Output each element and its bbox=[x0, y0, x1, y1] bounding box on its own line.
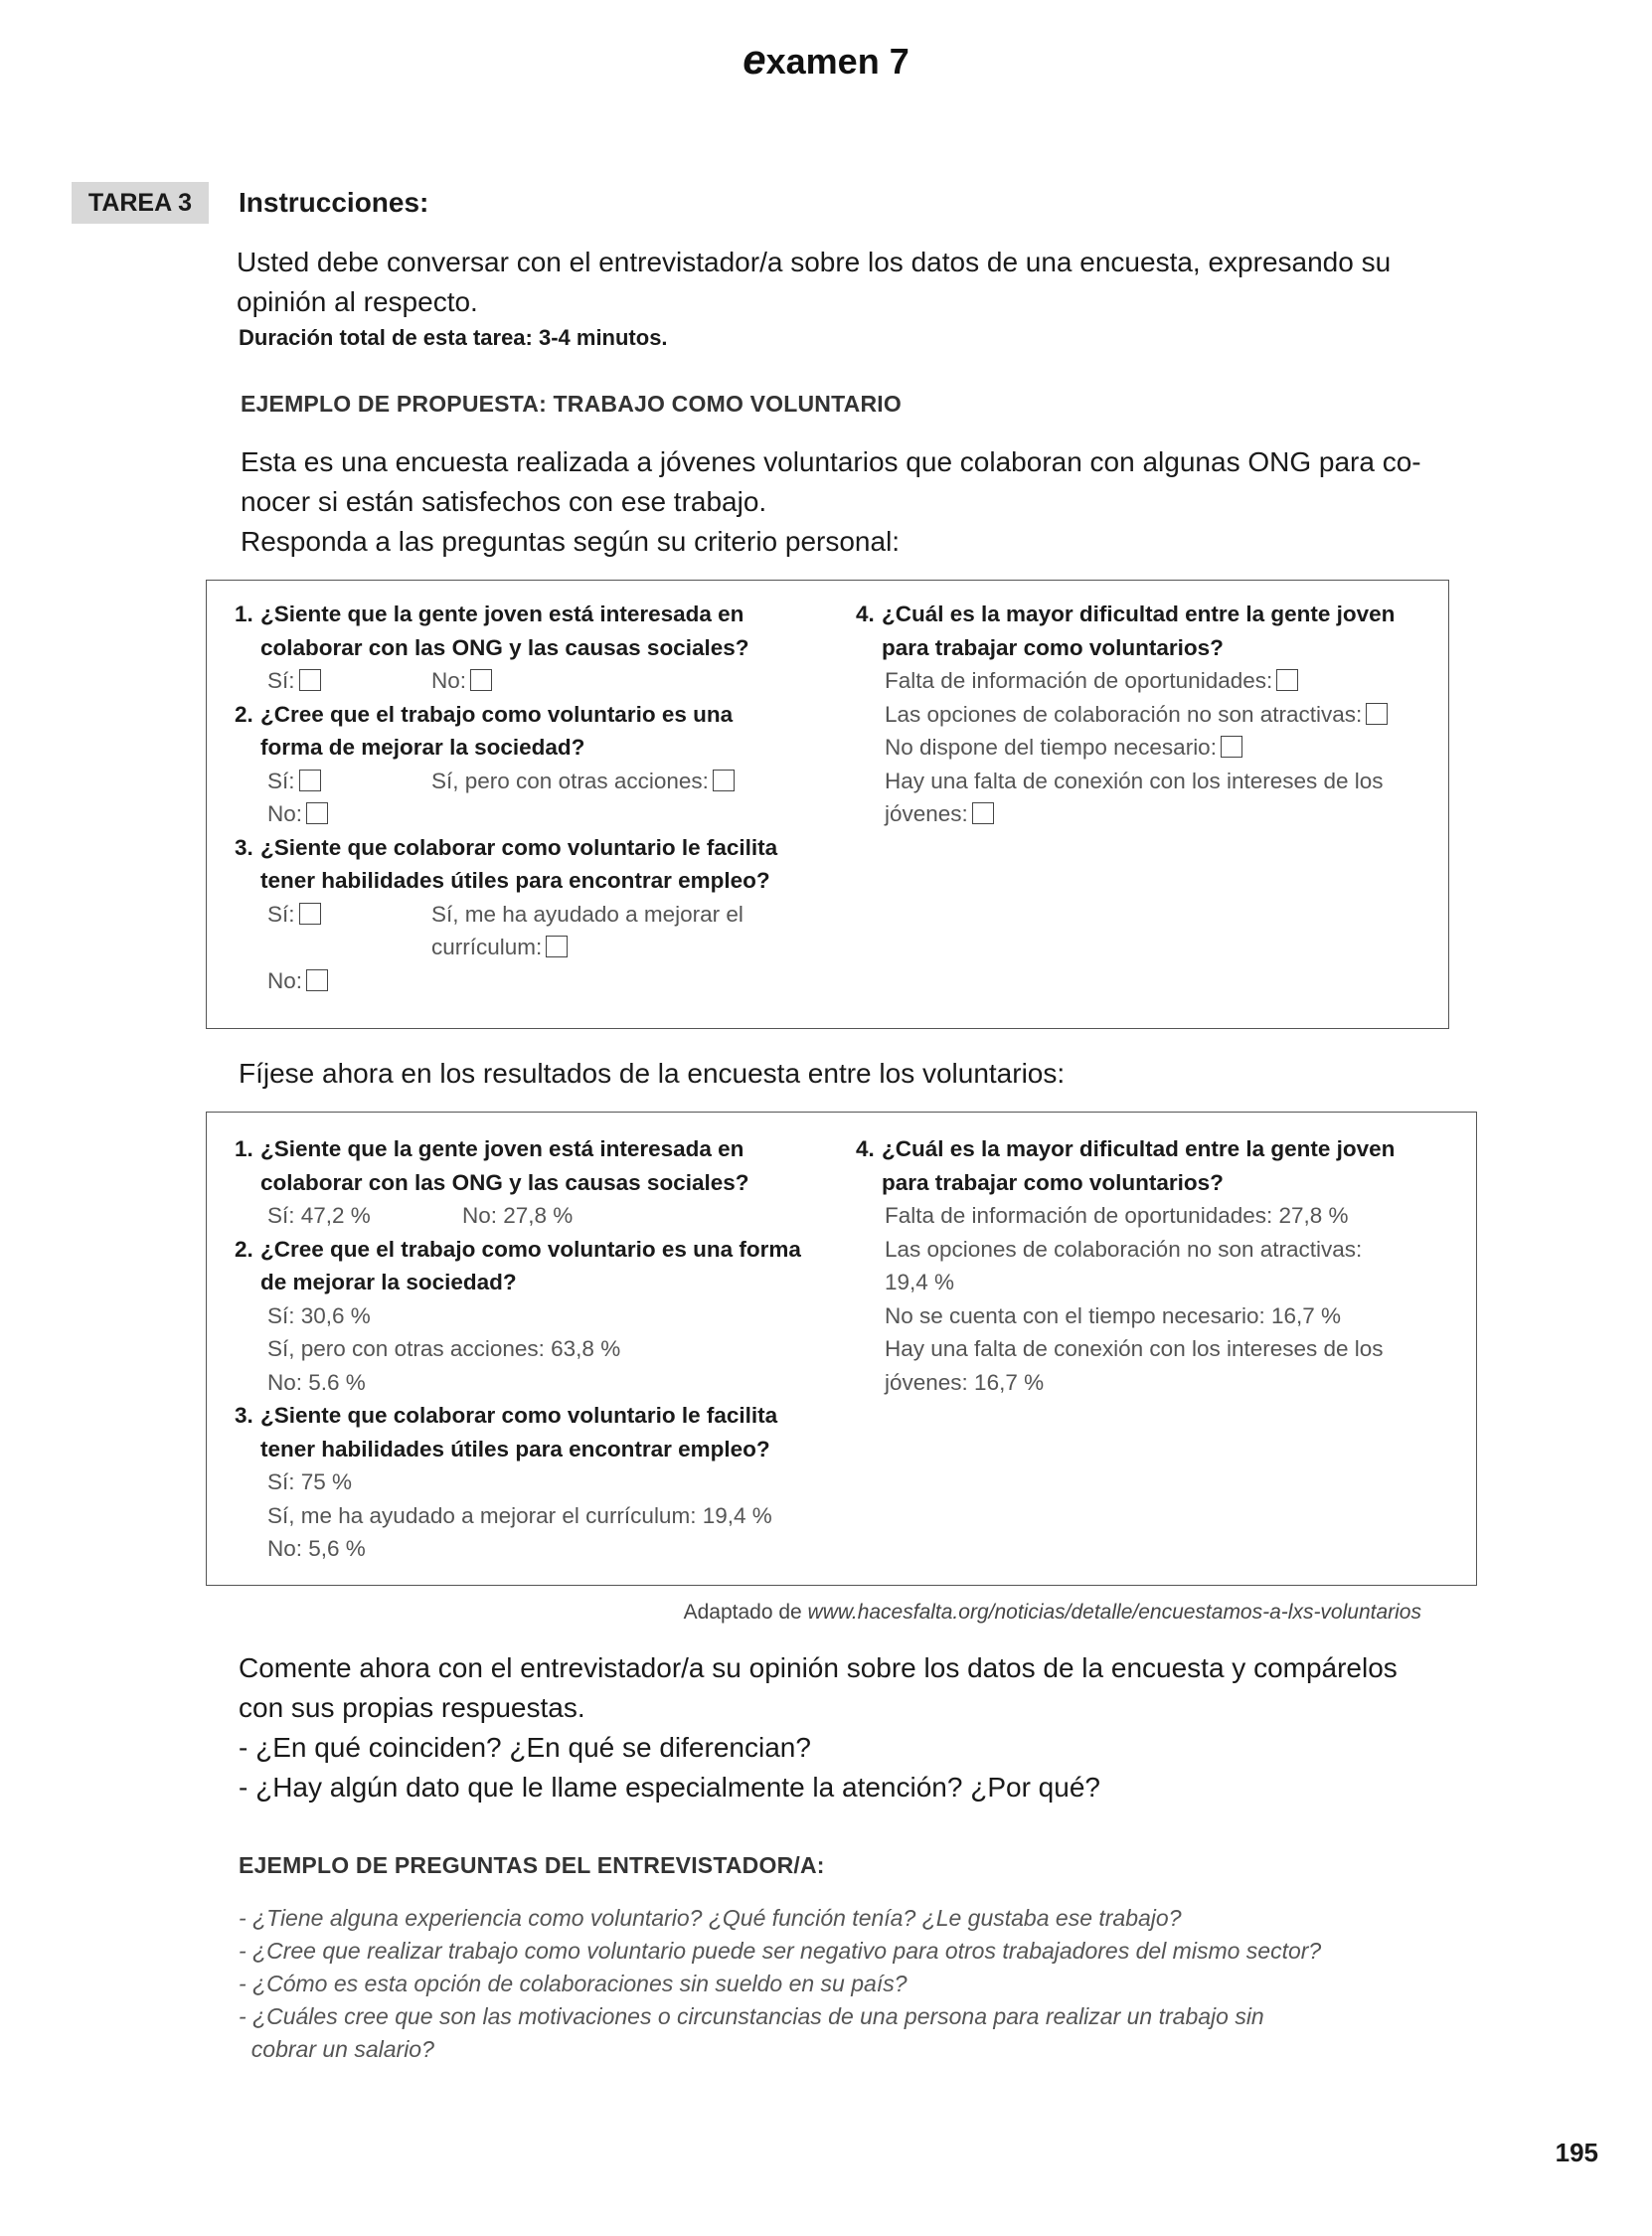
checkbox-q4-options[interactable] bbox=[1366, 703, 1388, 725]
source-citation: Adaptado de www.hacesfalta.org/noticias/detalle/encuestamos-a-lxs-voluntarios bbox=[683, 1601, 1421, 1624]
results-question-4: 4. ¿Cuál es la mayor dificultad entre la gente joven para trabajar como voluntarios? bbox=[856, 1136, 1396, 1195]
survey-right-column: 4. ¿Cuál es la mayor dificultad entre la gente joven para trabajar como voluntarios? Falta de información de oportunidades: Las opciones de colaboración no son atractivas: No dispone del tiempo necesario: Hay una falta de conexión con los intereses de los jóvenes: bbox=[856, 598, 1442, 831]
interviewer-question: cobrar un salario? bbox=[239, 2036, 434, 2062]
proposal-text: Esta es una encuesta realizada a jóvenes voluntarios que colaboran con algunas ONG para co- nocer si están satisfechos con ese trabajo. Responda a las preguntas según su criterio personal: bbox=[241, 446, 1421, 557]
instructions-title: Instrucciones: bbox=[239, 187, 429, 218]
results-right-column: 4. ¿Cuál es la mayor dificultad entre la gente joven para trabajar como voluntarios? Falta de información de oportunidades: 27,8 % Las opciones de colaboración no son atractivas: 19,4 % No se cuenta con el tiempo necesario: 16,7 % Hay una falta de conexión con los intereses de los jóvenes: 16,7 % bbox=[856, 1132, 1452, 1399]
checkbox-q4-time[interactable] bbox=[1221, 736, 1242, 758]
checkbox-q2-other[interactable] bbox=[713, 770, 735, 791]
task-badge: TAREA 3 bbox=[72, 182, 209, 224]
results-question-1: 1. ¿Siente que la gente joven está interesada en colaborar con las ONG y las causas sociales? bbox=[235, 1136, 749, 1195]
interviewer-heading: EJEMPLO DE PREGUNTAS DEL ENTREVISTADOR/A: bbox=[239, 1852, 825, 1878]
survey-question-3: 3. ¿Siente que colaborar como voluntario le facilita tener habilidades útiles para encontrar empleo? bbox=[235, 834, 778, 893]
survey-box bbox=[206, 580, 1449, 1029]
results-question-3: 3. ¿Siente que colaborar como voluntario le facilita tener habilidades útiles para encontrar empleo? bbox=[235, 1403, 778, 1462]
checkbox-q4-info[interactable] bbox=[1276, 669, 1298, 691]
interviewer-question: - ¿Tiene alguna experiencia como voluntario? ¿Qué función tenía? ¿Le gustaba ese trabajo? bbox=[239, 1905, 1182, 1931]
page-title: examen 7 bbox=[743, 36, 909, 83]
checkbox-q4-connection[interactable] bbox=[972, 802, 994, 824]
comment-text: Comente ahora con el entrevistador/a su opinión sobre los datos de la encuesta y compárelos con sus propias respuestas. - ¿En qué coinciden? ¿En qué se diferencian? - ¿Hay algún dato que le llame especialmente la atención? ¿Por qué? bbox=[239, 1652, 1398, 1803]
duration-text: Duración total de esta tarea: 3-4 minutos. bbox=[239, 325, 668, 350]
interviewer-question: - ¿Cree que realizar trabajo como voluntario puede ser negativo para otros trabajadores del mismo sector? bbox=[239, 1938, 1322, 1964]
proposal-heading: EJEMPLO DE PROPUESTA: TRABAJO COMO VOLUNTARIO bbox=[241, 391, 902, 417]
source-link[interactable]: www.hacesfalta.org/noticias/detalle/encuestamos-a-lxs-voluntarios bbox=[807, 1601, 1421, 1624]
checkbox-q1-no[interactable] bbox=[470, 669, 492, 691]
checkbox-q2-yes[interactable] bbox=[299, 770, 321, 791]
results-question-2: 2. ¿Cree que el trabajo como voluntario es una forma de mejorar la sociedad? bbox=[235, 1236, 801, 1294]
survey-question-2: 2. ¿Cree que el trabajo como voluntario es una forma de mejorar la sociedad? bbox=[235, 701, 734, 760]
checkbox-q3-cv[interactable] bbox=[546, 936, 568, 957]
checkbox-q3-yes[interactable] bbox=[299, 903, 321, 925]
instructions-text: Usted debe conversar con el entrevistador/a sobre los datos de una encuesta, expresando su opinión al respecto. bbox=[237, 247, 1392, 317]
checkbox-q2-no[interactable] bbox=[306, 802, 328, 824]
page-number: 195 bbox=[1555, 2138, 1598, 2167]
interviewer-question: - ¿Cómo es esta opción de colaboraciones sin sueldo en su país? bbox=[239, 1971, 908, 1996]
results-box bbox=[206, 1112, 1477, 1586]
survey-left-column: 1. ¿Siente que la gente joven está interesada en colaborar con las ONG y las causas sociales? Sí: No: 2. ¿Cree que el trabajo como voluntario es una forma de mejorar la sociedad? Sí: Sí, pero con otras acciones: No: 3. ¿Siente que colaborar como voluntario le facilita tener habilidades útiles para encontrar empleo? Sí: Sí, me ha ayudado a mejorar el currículum: No: bbox=[235, 598, 831, 997]
interviewer-questions bbox=[239, 1902, 1431, 2066]
checkbox-q3-no[interactable] bbox=[306, 969, 328, 991]
survey-question-1: 1. ¿Siente que la gente joven está interesada en colaborar con las ONG y las causas sociales? bbox=[235, 602, 749, 660]
interviewer-question: - ¿Cuáles cree que son las motivaciones o circunstancias de una persona para realizar un trabajo sin bbox=[239, 2003, 1264, 2029]
survey-question-4: 4. ¿Cuál es la mayor dificultad entre la gente joven para trabajar como voluntarios? bbox=[856, 602, 1396, 660]
checkbox-q1-yes[interactable] bbox=[299, 669, 321, 691]
results-intro: Fíjese ahora en los resultados de la encuesta entre los voluntarios: bbox=[239, 1058, 1066, 1089]
results-left-column: 1. ¿Siente que la gente joven está interesada en colaborar con las ONG y las causas sociales? Sí: 47,2 % No: 27,8 % 2. ¿Cree que el trabajo como voluntario es una forma de mejorar la sociedad? Sí: 30,6 % Sí, pero con otras acciones: 63,8 % No: 5.6 % 3. ¿Siente que colaborar como voluntario le facilita tener habilidades útiles para encontrar empleo? Sí: 75 % Sí, me ha ayudado a mejorar el currículum: 19,4 % No: 5,6 % bbox=[235, 1132, 841, 1566]
